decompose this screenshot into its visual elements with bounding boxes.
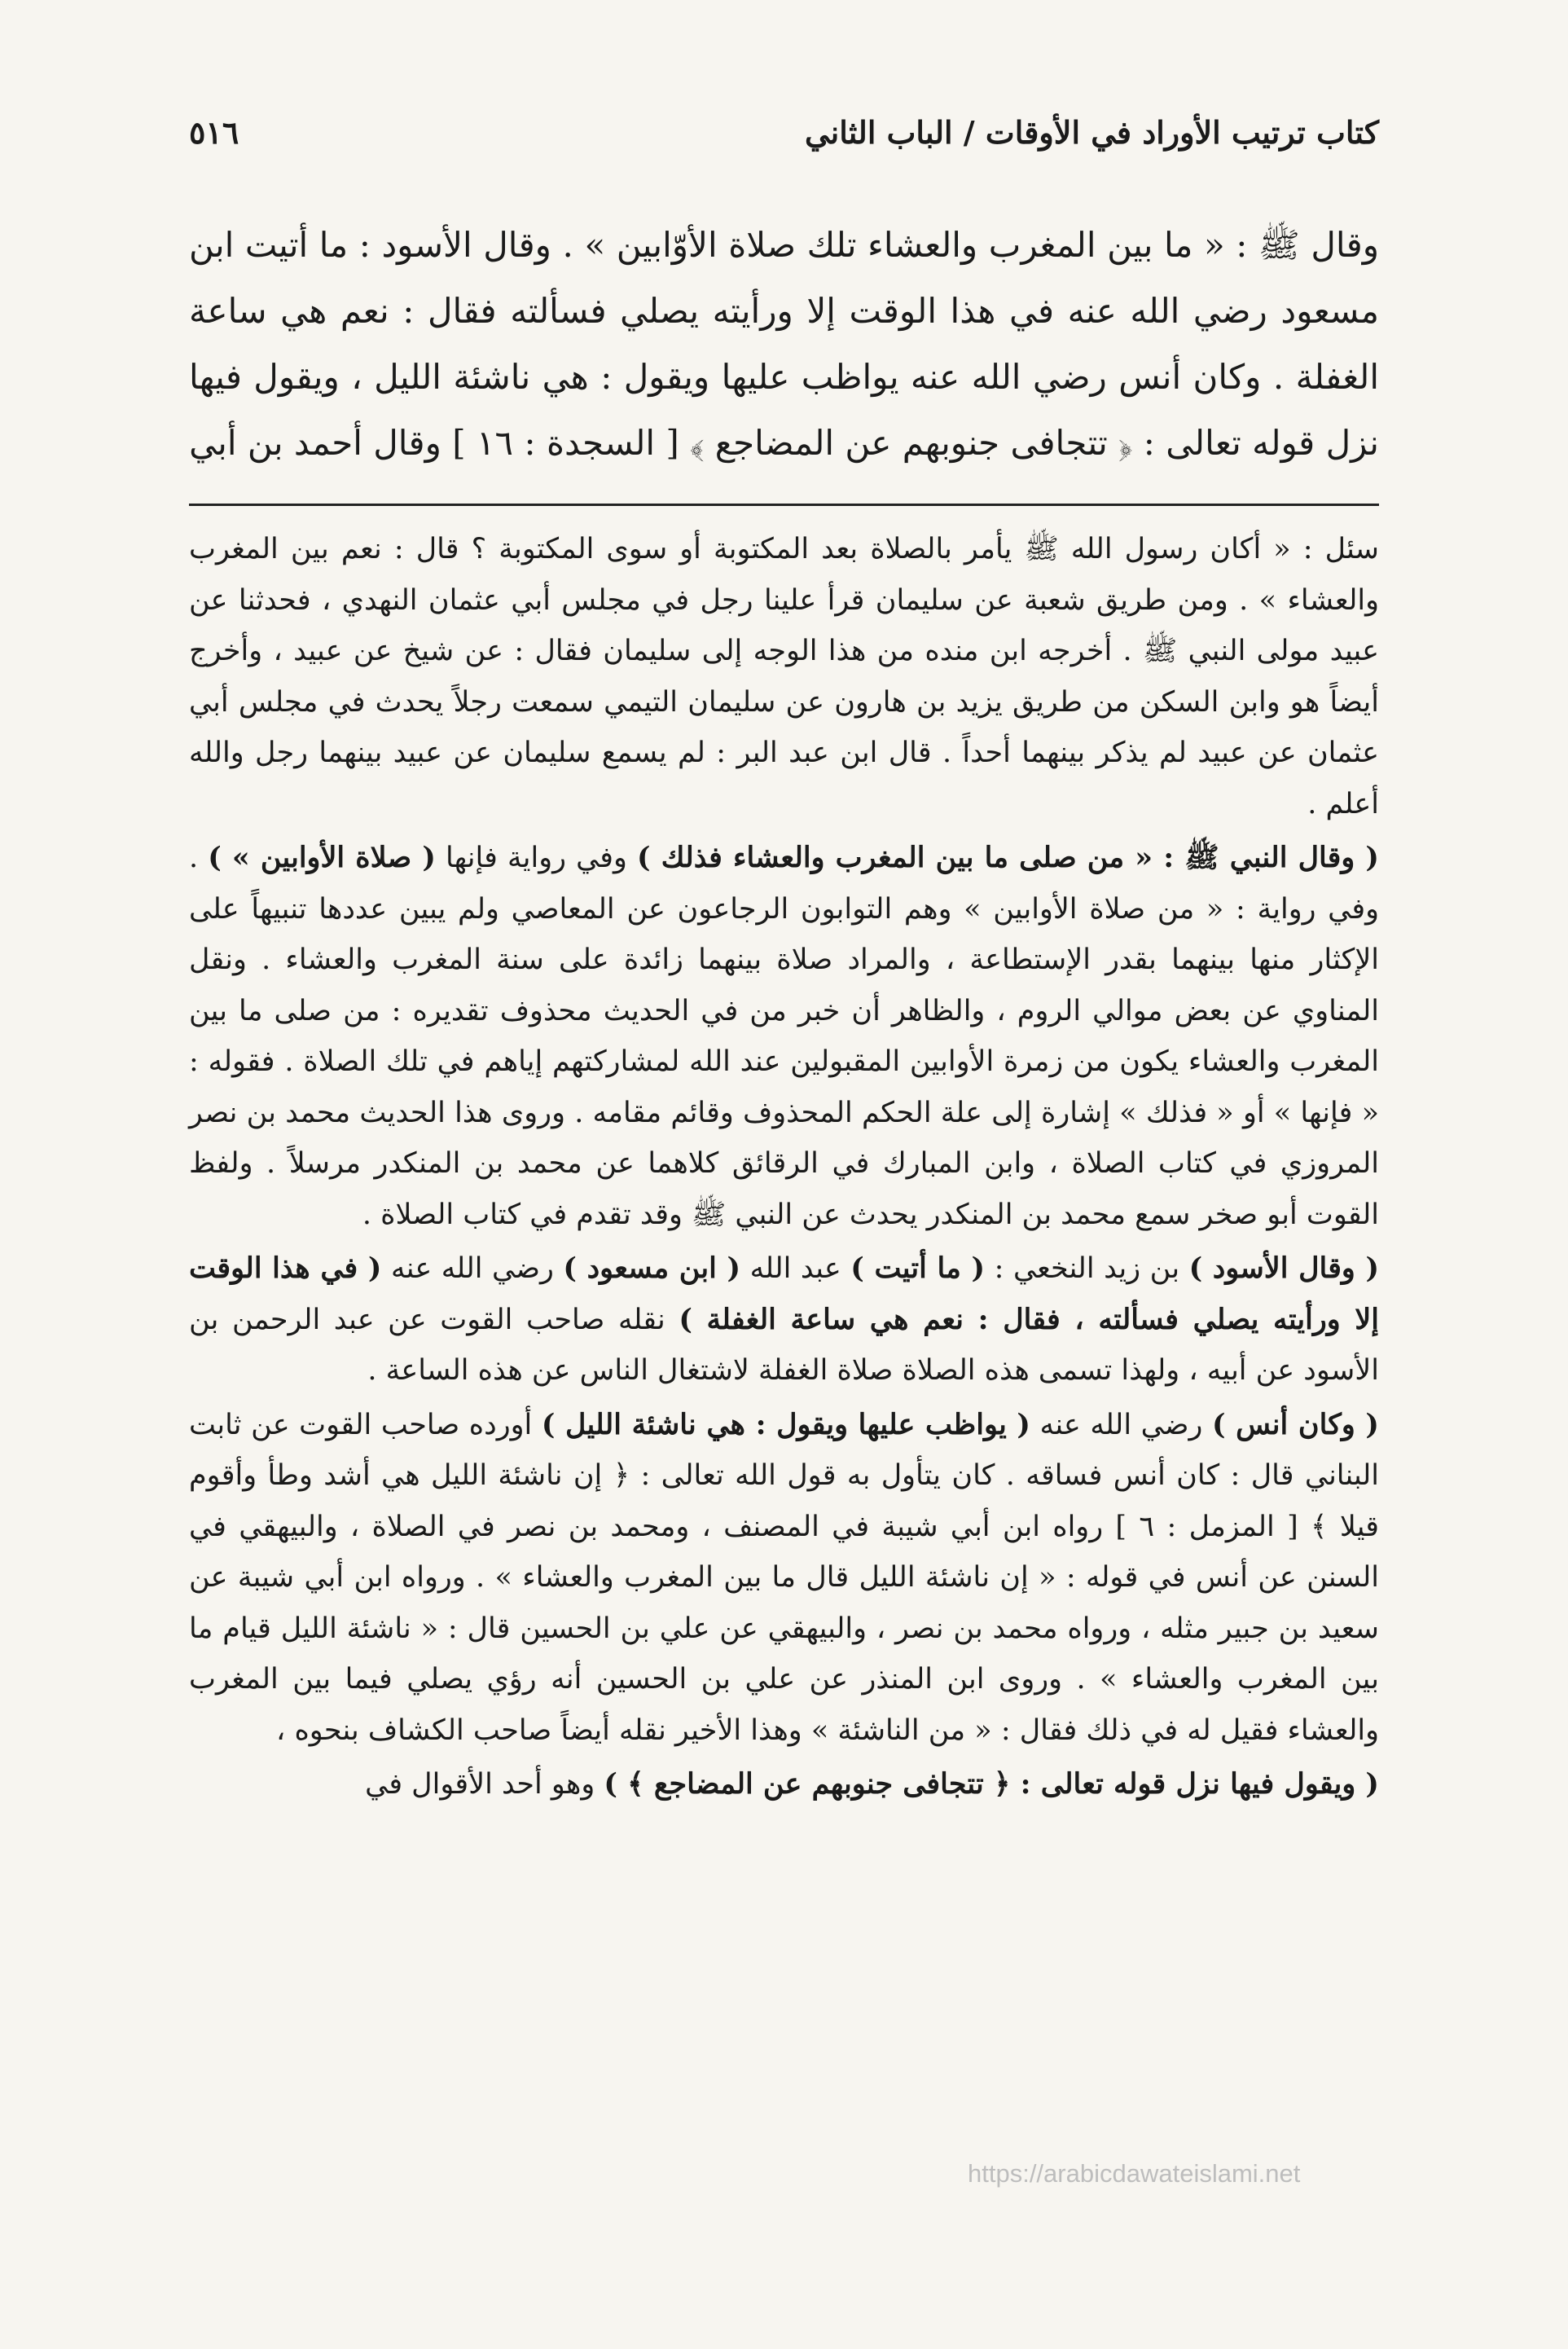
quoted-text: ( ابن مسعود ) [563, 1251, 741, 1285]
main-text [189, 212, 1379, 476]
website-watermark: https://arabicdawateislami.net [968, 2159, 1301, 2188]
running-head [189, 114, 1379, 179]
running-title: كتاب ترتيب الأوراد في الأوقات / الباب الثاني [804, 114, 1379, 151]
commentary-text: رضي الله عنه [381, 1252, 564, 1285]
commentary-text: . وفي رواية : « من صلاة الأوابين » وهم التوابون الرجاعون عن المعاصي ولم يبين عددها تنبيهاً على الإكثار منها بينهما بقدر الإستطاعة ، والمراد صلاة بينهما زائدة على سنة المغرب والعشاء . ونقل المناوي عن بعض موالي الروم ، والظاهر أن خبر من في الحديث محذوف تقديره : من صلى ما بين المغرب والعشاء يكون من زمرة الأوابين المقبولين عند الله لمشاركتهم إياهم في تلك الصلاة . فقوله : « فإنها » أو « فذلك » إشارة إلى علة الحكم المحذوف وقائم مقامه . وروى هذا الحديث محمد بن نصر المروزي في كتاب الصلاة ، وابن المبارك في الرقائق كلاهما عن محمد بن المنكدر مرسلاً . ولفظ القوت أبو صخر سمع محمد بن المنكدر يحدث عن النبي ﷺ وقد تقدم في كتاب الصلاة . [189, 842, 1379, 1231]
quoted-text: ( صلاة الأوابين » ) [208, 841, 436, 874]
commentary-text: بن زيد النخعي : [985, 1252, 1189, 1285]
commentary-paragraph-5 [189, 1759, 1379, 1810]
quoted-text: ( ما أتيت ) [850, 1251, 986, 1285]
commentary-text: وهو أحد الأقوال في [365, 1768, 604, 1801]
page-content [189, 114, 1379, 1810]
quoted-text: ( وكان أنس ) [1211, 1407, 1379, 1441]
commentary-text: عبد الله [740, 1252, 851, 1285]
commentary-text: نقله صاحب القوت عن عبد الرحمن بن الأسود عن أبيه ، ولهذا تسمى هذه الصلاة صلاة الغفلة لاشتغال الناس عن هذه الساعة . [189, 1303, 1379, 1387]
quoted-text: ( ويقول فيها نزل قوله تعالى : ﴿ تتجافى جنوبهم عن المضاجع ﴾ ) [604, 1767, 1379, 1801]
main-paragraph: وقال ﷺ : « ما بين المغرب والعشاء تلك صلاة الأوّابين » . وقال الأسود : ما أتيت ابن مسعود رضي الله عنه في هذا الوقت إلا ورأيته يصلي فسألته فقال : نعم هي ساعة الغفلة . وكان أنس رضي الله عنه يواظب عليها ويقول : هي ناشئة الليل ، ويقول فيها نزل قوله تعالى : ﴿ تتجافى جنوبهم عن المضاجع ﴾ [ السجدة : ١٦ ] وقال أحمد بن أبي [189, 225, 1380, 463]
commentary-paragraph-4 [189, 1400, 1379, 1757]
commentary-text: وفي رواية فإنها [435, 842, 637, 874]
page-number: ٥١٦ [189, 114, 239, 151]
commentary-text: أورده صاحب القوت عن ثابت البناني قال : كان أنس فساقه . كان يتأول به قول الله تعالى : ﴿ إن ناشئة الليل هي أشد وطأ وأقوم قيلا ﴾ [ المزمل : ٦ ] رواه ابن أبي شيبة في المصنف ، ومحمد بن نصر في الصلاة ، والبيهقي في السنن عن أنس في قوله : « إن ناشئة الليل قال ما بين المغرب والعشاء » . ورواه ابن أبي شيبة عن سعيد بن جبير مثله ، ورواه محمد بن نصر ، والبيهقي عن علي بن الحسين قال : « ناشئة الليل قيام ما بين المغرب والعشاء » . وروى ابن المنذر عن علي بن الحسين أنه رؤي يصلي فيما بين المغرب والعشاء فقيل له في ذلك فقال : « من الناشئة » وهذا الأخير نقله أيضاً صاحب الكشاف بنحوه ، [189, 1408, 1380, 1747]
quoted-text: ( يواظب عليها ويقول : هي ناشئة الليل ) [541, 1407, 1030, 1441]
quoted-text: ( وقال الأسود ) [1188, 1251, 1379, 1285]
commentary [189, 524, 1379, 1810]
quoted-text: ( في هذا الوقت إلا ورأيته يصلي فسألته ، فقال : نعم هي ساعة الغفلة ) [189, 1251, 1379, 1336]
quoted-text: ( وقال النبي ﷺ : « من صلى ما بين المغرب والعشاء فذلك ) [636, 841, 1379, 874]
commentary-paragraph-3 [189, 1243, 1379, 1397]
footnote-divider [189, 504, 1379, 506]
commentary-paragraph-1: سئل : « أكان رسول الله ﷺ يأمر بالصلاة بعد المكتوبة أو سوى المكتوبة ؟ قال : نعم بين المغرب والعشاء » . ومن طريق شعبة عن سليمان قرأ علينا رجل في مجلس أبي عثمان النهدي ، فحدثنا عن عبيد مولى النبي ﷺ . أخرجه ابن منده من هذا الوجه إلى سليمان فقال : عن شيخ عن عبيد ، وأخرج أيضاً هو وابن السكن من طريق يزيد بن هارون عن سليمان التيمي سمعت رجلاً يحدث في مجلس أبي عثمان عن عبيد لم يذكر بينهما أحداً . قال ابن عبد البر : لم يسمع سليمان عن عبيد بينهما رجل والله أعلم . [189, 533, 1379, 820]
commentary-text: رضي الله عنه [1030, 1408, 1212, 1441]
commentary-paragraph-2 [189, 833, 1379, 1240]
